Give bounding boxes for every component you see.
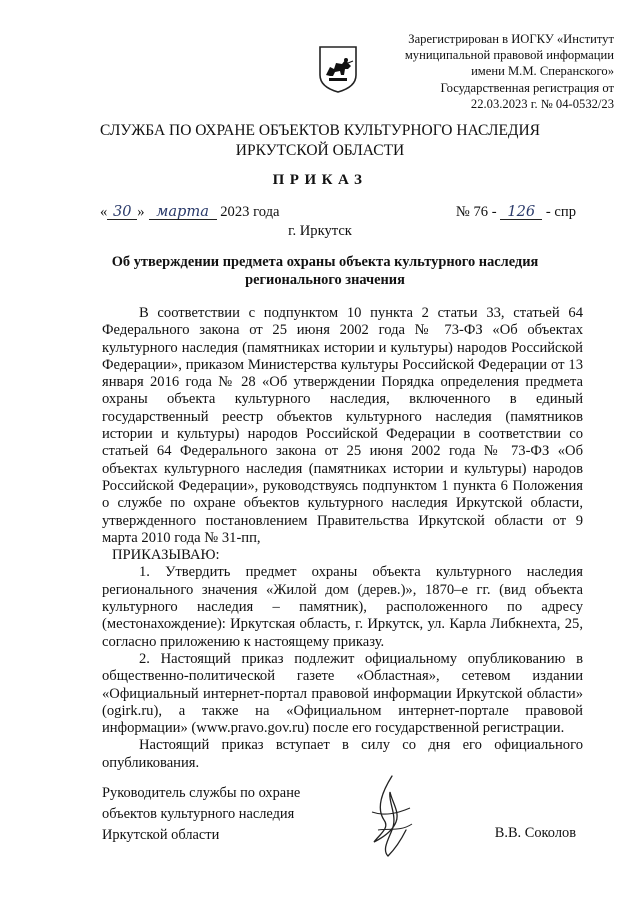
order-number [456,204,576,221]
coat-of-arms-emblem [318,45,358,93]
order-word: ПРИКАЗЫВАЮ: [112,547,220,564]
agency-name [0,121,640,160]
agency-name-line2: ИРКУТСКОЙ ОБЛАСТИ [235,141,405,159]
agency-name-line1: СЛУЖБА ПО ОХРАНЕ ОБЪЕКТОВ КУЛЬТУРНОГО НАСЛЕДИЯ [99,122,541,139]
registration-line: имени М.М. Сперанского» [471,64,614,79]
order-subject: Об утверждении предмета охраны объекта культурного наследия регионального значения [111,254,539,288]
order-date [100,204,280,221]
order-number-prefix: № 76 - [455,204,497,220]
registration-stamp [374,31,614,112]
document-type-title: ПРИКАЗ [272,172,368,188]
effective-date-paragraph: Настоящий приказ вступает в силу со дня его официального опубликования. [102,737,583,771]
signatory-title [102,783,300,846]
registration-line: Государственная регистрация от [440,80,614,95]
order-item-1: 1. Утвердить предмет охраны объекта культурного наследия регионального значения «Жилой дом (дерев.)», 1870–е гг. (вид объекта культурного наследия – памятник), расположенного по адресу (местонахождение): Иркутская область, г. Иркутск, ул. Карла Либкнехта, 25, согласно приложению к настоящему приказу. [102,564,583,650]
date-month-handwritten: марта [149,204,217,220]
signatory-title-line: Иркутской области [102,827,220,843]
signatory-name: В.В. Соколов [494,825,576,841]
order-number-suffix: - спр [545,204,576,220]
date-year: 2023 года [220,204,280,220]
order-body [102,305,583,772]
signatory-title-line: объектов культурного наследия [102,806,295,822]
order-item-2: 2. Настоящий приказ подлежит официальному опубликованию в общественно-политической газете «Областная», сетевом издании «Официальный интернет-портал правовой информации Иркутской области» (ogirk.ru), а также на «Официальном интернет-портале правовой информации» (www.pravo.gov.ru) после его государственной регистрации. [102,650,583,737]
preamble-paragraph: В соответствии с подпунктом 10 пункта 2 статьи 33, статьей 64 Федерального закона от 25 июня 2002 года № 73-ФЗ «Об объектах культурного наследия (памятниках истории и культуры) народов Российской Федерации», приказом Министерства культуры Российской Федерации от 13 января 2016 года № 28 «Об утверждении Порядка определения предмета охраны объекта культурного наследия, включенного в единый государственный реестр объектов культурного наследия (памятников истории и культуры) народов Российской Федерации в соответствии со статьей 64 Федерального закона от 25 июня 2002 года № 73-ФЗ «Об объектах культурного наследия (памятниках истории и культуры) народов Российской Федерации», руководствуясь подпунктом 1 пункта 6 Положения о службе по охране объектов культурного наследия Иркутской области, утвержденного постановлением Правительства Иркутской области от 9 марта 2010 года № 31-пп, [102,305,583,546]
handwritten-signature [362,772,422,860]
order-number-handwritten: 126 [500,204,542,220]
date-close-quote: » [137,204,145,220]
date-open-quote: « [100,204,108,220]
registration-line: Зарегистрирован в ИОГКУ «Институт [408,32,614,46]
registration-line: муниципальной правовой информации [404,48,614,63]
signatory-title-line: Руководитель службы по охране [102,785,301,801]
date-day-handwritten: 30 [107,204,137,220]
registration-line: 22.03.2023 г. № 04-0532/23 [470,96,614,111]
city: г. Иркутск [288,223,352,239]
